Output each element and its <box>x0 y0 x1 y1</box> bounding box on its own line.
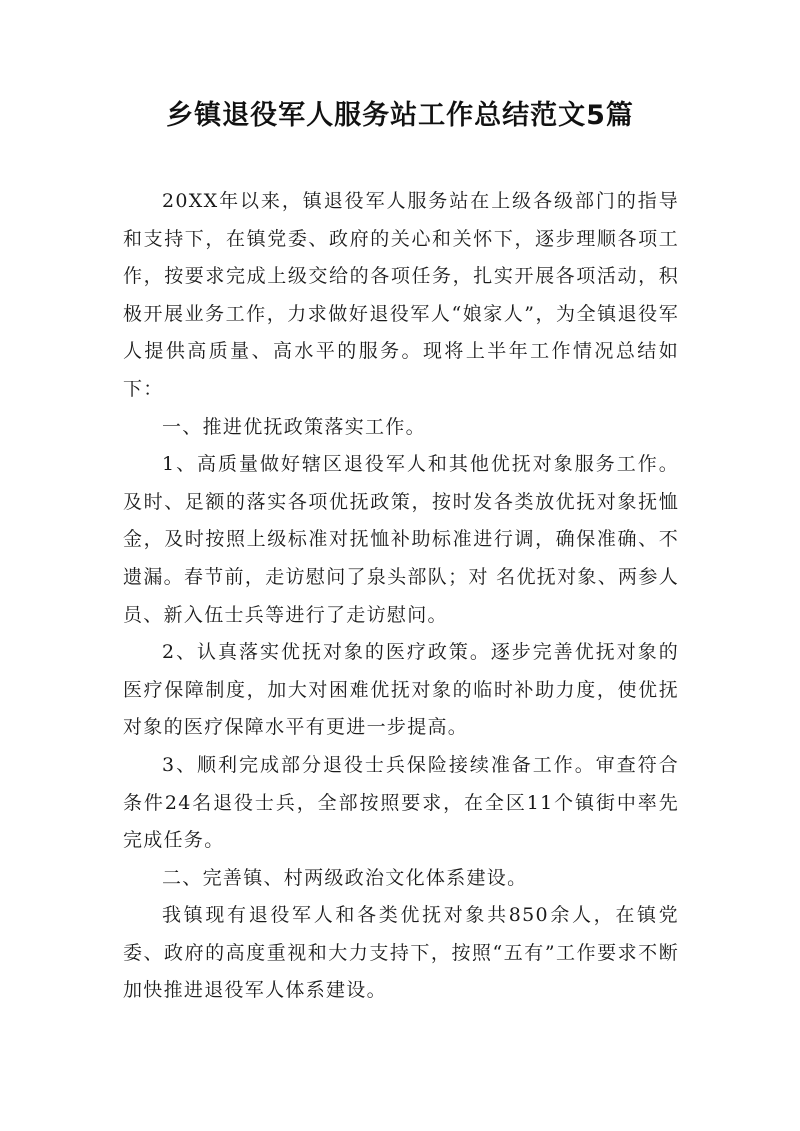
paragraph-intro: 20XX年以来，镇退役军人服务站在上级各级部门的指导和支持下，在镇党委、政府的关心和关怀下，逐步理顺各项工作，按要求完成上级交给的各项任务，扎实开展各项活动，积极开展业务工作，力求做好退役军人“娘家人”，为全镇退役军人提供高质量、高水平的服务。现将上半年工作情况总结如下： <box>123 190 679 400</box>
heading-section-2: 二、完善镇、村两级政治文化体系建设。 <box>162 866 528 889</box>
document-body <box>123 183 679 1010</box>
paragraph-item-3: 3、顺利完成部分退役士兵保险接续准备工作。审查符合条件24名退役士兵，全部按照要求，在全区11个镇街中率先完成任务。 <box>123 753 679 852</box>
paragraph-item-2: 2、认真落实优抚对象的医疗政策。逐步完善优抚对象的医疗保障制度，加大对困难优抚对象的临时补助力度，使优抚对象的医疗保障水平有更进一步提高。 <box>123 641 679 739</box>
paragraph-section-2: 我镇现有退役军人和各类优抚对象共850余人，在镇党委、政府的高度重视和大力支持下，按照“五有”工作要求不断加快推进退役军人体系建设。 <box>123 904 679 1002</box>
document-title: 乡镇退役军人服务站工作总结范文5篇 <box>166 100 634 131</box>
paragraph-item-1: 1、高质量做好辖区退役军人和其他优抚对象服务工作。及时、足额的落实各项优抚政策，按时发各类放优抚对象抚恤金，及时按照上级标准对抚恤补助标准进行调，确保准确、不遗漏。春节前，走访慰问了泉头部队；对 名优抚对象、两参人员、新入伍士兵等进行了走访慰问。 <box>123 453 679 626</box>
heading-section-1: 一、推进优抚政策落实工作。 <box>162 415 426 438</box>
